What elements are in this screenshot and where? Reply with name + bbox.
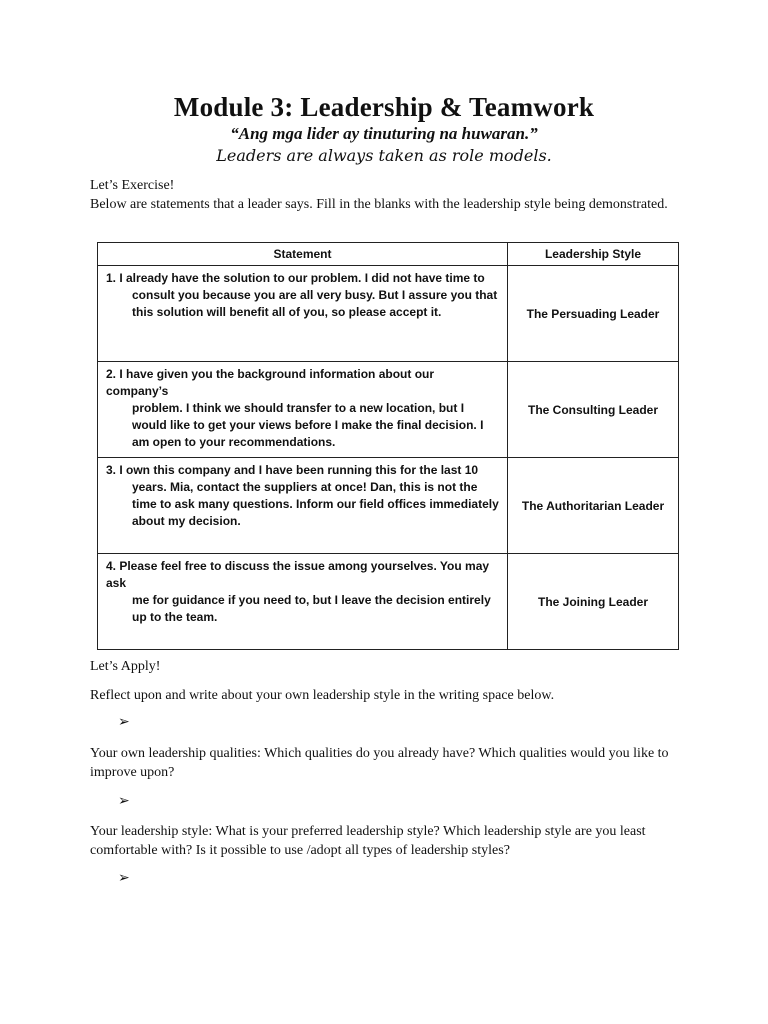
statement-first-line: 4. Please feel free to discuss the issue among yourselves. You may ask	[106, 559, 490, 590]
statement-continuation: problem. I think we should transfer to a new location, but I would like to get your views before I make the final decision. I am open to your recommendations.	[132, 401, 484, 449]
leadership-style-cell: The Joining Leader	[508, 554, 679, 650]
statement-continuation: years. Mia, contact the suppliers at once! Dan, this is not the time to ask many questions. Inform our field offices immediately about my decision.	[132, 480, 499, 528]
module-quote: “Ang mga lider ay tinuturing na huwaran.”	[230, 124, 538, 143]
statement-continuation: me for guidance if you need to, but I leave the decision entirely up to the team.	[132, 593, 491, 624]
leadership-style-column-header: Leadership Style	[508, 243, 679, 266]
leadership-style-cell: The Authoritarian Leader	[508, 458, 679, 554]
leadership-qualities-question: Your own leadership qualities: Which qualities do you already have? Which qualities would you like to improve upon?	[90, 746, 669, 780]
page-title: Module 3: Leadership & Teamwork	[173, 92, 595, 122]
arrow-bullet-icon: ➢	[118, 794, 130, 809]
statement-cell	[98, 458, 508, 554]
leadership-style-table	[97, 242, 679, 650]
leadership-style-cell: The Consulting Leader	[508, 362, 679, 458]
table-header-row	[98, 243, 679, 266]
statement-first-line: 1. I already have the solution to our problem. I did not have time to	[106, 271, 485, 285]
exercise-heading: Let’s Exercise!	[90, 178, 175, 193]
statement-cell	[98, 266, 508, 362]
leadership-style-question: Your leadership style: What is your preferred leadership style? Which leadership style are you least comfortable with? Is it possible to use /adopt all types of leadership styles?	[90, 824, 646, 858]
apply-heading: Let’s Apply!	[90, 659, 161, 674]
reflect-instructions: Reflect upon and write about your own leadership style in the writing space below.	[90, 688, 555, 703]
arrow-bullet-icon: ➢	[118, 871, 130, 886]
statement-continuation: consult you because you are all very busy. But I assure you that this solution will benefit all of you, so please accept it.	[132, 288, 498, 319]
arrow-bullet-icon: ➢	[118, 715, 130, 730]
exercise-instructions: Below are statements that a leader says. Fill in the blanks with the leadership style being demonstrated.	[90, 197, 668, 212]
table-row	[98, 362, 679, 458]
statement-cell	[98, 554, 508, 650]
statement-first-line: 2. I have given you the background information about our company’s	[106, 367, 435, 398]
statement-cell	[98, 362, 508, 458]
table-row	[98, 458, 679, 554]
statement-first-line: 3. I own this company and I have been running this for the last 10	[106, 463, 479, 477]
module-subtitle: Leaders are always taken as role models.	[216, 146, 552, 165]
leadership-style-cell: The Persuading Leader	[508, 266, 679, 362]
table-row	[98, 554, 679, 650]
table-row	[98, 266, 679, 362]
statement-column-header: Statement	[98, 243, 508, 266]
